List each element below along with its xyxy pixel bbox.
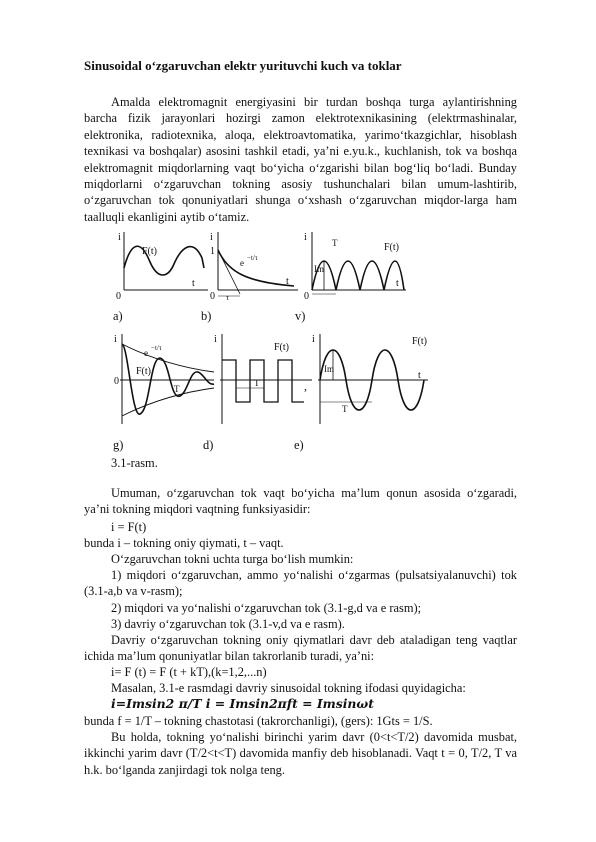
figure-g [114,330,218,426]
exp-label: e [240,258,244,268]
label-v: v) [295,309,306,323]
masalan-line: Masalan, 3.1-e rasmdagi davriy sinusoidal tokning ifodasi quyidagicha: [111,681,466,695]
axis-i-label: i [210,232,213,243]
period-label: T [342,404,348,414]
figure-e [312,330,432,426]
axis-zero-label: 0 [210,291,215,300]
label-b: b) [201,309,212,323]
im-label: Im [314,264,324,274]
axis-t-label: t [286,276,289,287]
classification-line: O‘zgaruvchan tokni uchta turga bo‘lish mumkin: [111,552,354,566]
period-label: T [332,238,338,248]
bunda-line-1: bunda i – tokning oniy qiymati, t – vaqt. [84,536,284,550]
paragraph-periodic: Davriy o‘zgaruvchan tokning oniy qiymatlari davr deb ataladigan teng vaqtlar ichida ma’lum qonuniyatlar bilan takrorlanib turadi, ya’ni: [84,633,517,664]
axis-zero-label: 0 [116,291,121,300]
axis-i-label: i [114,334,117,345]
label-g: g) [113,438,124,452]
comma-mark: , [304,379,307,393]
period-label: T [254,378,260,388]
exp-sup-label: −t/τ [151,344,162,352]
label-d: d) [203,438,214,452]
paragraph-half-period: Bu holda, tokning yo‘nalishi birinchi yarim davr (0<t<T/2) davomida musbat, ikkinchi yarim davr (T/2<t<T) davomida manfiy deb hisoblanadi. Vaqt t = 0, T/2, T va h.k. bo‘lganda zanjirdagi tok nolga teng. [84,730,517,777]
equation-1: i = F(t) [111,520,147,534]
curve-label: F(t) [412,336,427,347]
axis-i-label: i [118,232,121,243]
sinusoid-formula: i=Imsin2 π/T i = Imsin2πft = Imsinωt [111,696,374,711]
curve-label: F(t) [136,366,151,377]
axis-t-label: t [192,278,195,289]
figure-d [214,330,314,426]
axis-i-label: i [312,334,315,345]
axis-one-label: 1 [210,246,215,257]
intro-paragraph: Amalda elektromagnit energiyasini bir turdan boshqa turga aylantirishning barcha fizik jarayonlari hozirgi zamon elektrotexnikasining (elektrmashinalar, elektronika, radiotexnika, aloqa, elektroavtomatika, yarimo‘tkazgichlar, hisoblash texnikasi va boshqalar) asosini tashkil etadi, ya’ni e.yu.k., kuchlanish, tok va boshqa elektromagnit miqdorlarning vaqt bo‘yicha o‘zgarishi bilan bog‘liq bo‘ladi. Bunday miqdorlarni o‘zgaruvchan tokning asosiy tushunchalari bilan umum-lashtirib, o‘zgaruvchan tok qonuniyatlari shunga o‘xshash o‘zgaruvchan miqdor-larga ham taalluqli ekanligini aytib o‘tamiz. [84,95,517,224]
list-item-3: 3) davriy o‘zgaruvchan tok (3.1-v,d va e rasm). [111,617,345,631]
axis-zero-label: 0 [114,376,119,387]
equation-2: i= F (t) = F (t + kT),(k=1,2,...n) [111,665,267,679]
section-title: Sinusoidal o‘zgaruvchan elektr yurituvchi kuch va toklar [84,58,402,73]
exp-label: e [144,348,148,358]
list-item-1: 1) miqdori o‘zgaruvchan, ammo yo‘nalishi o‘zgarmas (pulsatsiyalanuvchi) tok (3.1-a,b va v-rasm); [84,568,517,599]
period-label: T [174,384,180,394]
list-item-2: 2) miqdori va yo‘nalishi o‘zgaruvchan tok (3.1-g,d va e rasm); [111,601,422,615]
label-e: e) [294,438,304,452]
figure-b [206,228,302,300]
exp-sup-label: −t/τ [247,254,258,262]
curve-label: F(t) [384,242,399,253]
curve-label: F(t) [274,342,289,353]
bunda-line-2: bunda f = 1/T – tokning chastotasi (takrorchanligi), (gers): 1Gts = 1/S. [84,714,433,728]
figure-v [300,228,410,300]
paragraph-function: Umuman, o‘zgaruvchan tok vaqt bo‘yicha ma’lum qonun asosida o‘zgaradi, ya’ni tokning miqdori vaqtning funksiyasidir: [84,486,517,517]
figure-caption: 3.1-rasm. [111,456,158,470]
axis-zero-label: 0 [304,291,309,300]
axis-t-label: t [418,370,421,381]
figure-a [116,228,212,300]
label-a: a) [113,309,123,323]
axis-i-label: i [304,232,307,243]
axis-t-label: t [396,278,399,289]
tau-label: τ [226,293,230,300]
axis-i-label: i [214,334,217,345]
im-label: Im [324,364,334,374]
curve-label: F(t) [142,246,157,257]
